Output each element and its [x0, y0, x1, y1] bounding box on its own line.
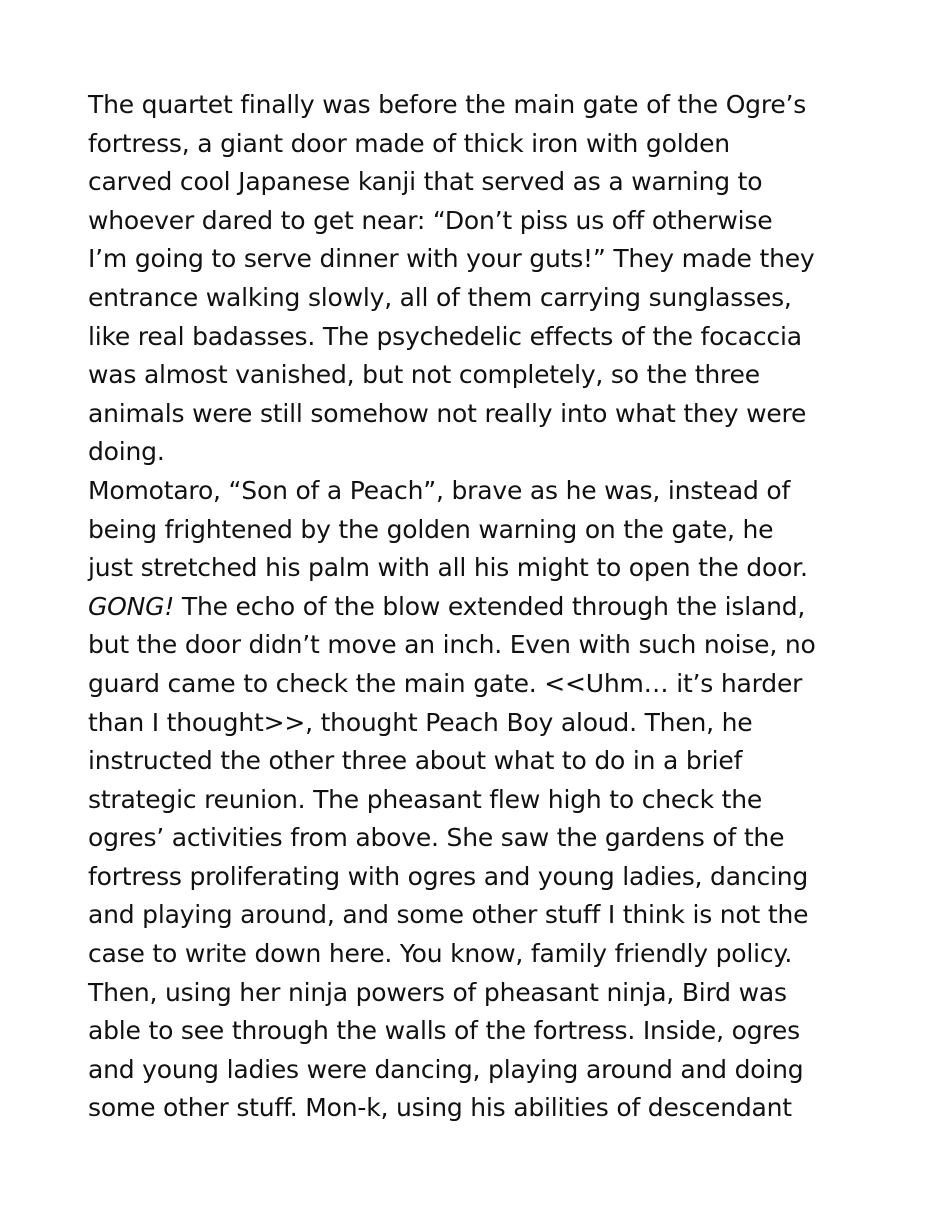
- text-line-19: strategic reunion. The pheasant flew high to check the: [88, 784, 763, 814]
- text-line-12: being frightened by the golden warning on the gate, he: [88, 514, 774, 544]
- text-line-9: animals were still somehow not really into what they were: [88, 398, 807, 428]
- story-text: [88, 86, 888, 1128]
- text-line-14: [88, 588, 888, 627]
- text-line-13: just stretched his palm with all his might to open the door.: [88, 553, 808, 583]
- text-line-18: instructed the other three about what to do in a brief: [88, 746, 743, 776]
- text-line-25: able to see through the walls of the fortress. Inside, ogres: [88, 1016, 800, 1046]
- text-line-15: but the door didn’t move an inch. Even with such noise, no: [88, 630, 816, 660]
- text-line-7: like real badasses. The psychedelic effects of the focaccia: [88, 321, 802, 351]
- text-line-17: than I thought>>, thought Peach Boy aloud. Then, he: [88, 707, 753, 737]
- text-line-6: entrance walking slowly, all of them carrying sunglasses,: [88, 282, 792, 312]
- text-line-8: was almost vanished, but not completely, so the three: [88, 360, 760, 390]
- text-line-16: guard came to check the main gate. <<Uhm… it’s harder: [88, 668, 803, 698]
- text-line-2: fortress, a giant door made of thick iron with golden: [88, 128, 730, 158]
- text-line-23: case to write down here. You know, family friendly policy.: [88, 939, 793, 969]
- text-line-4: whoever dared to get near: “Don’t piss us off otherwise: [88, 205, 773, 235]
- text-line-10: doing.: [88, 437, 165, 467]
- text-line-14-rest: The echo of the blow extended through the island,: [181, 591, 806, 621]
- text-line-21: fortress proliferating with ogres and young ladies, dancing: [88, 861, 809, 891]
- text-line-11: Momotaro, “Son of a Peach”, brave as he was, instead of: [88, 475, 791, 505]
- gong-word: GONG!: [88, 591, 175, 621]
- text-line-26: and young ladies were dancing, playing around and doing: [88, 1054, 804, 1084]
- text-line-24: Then, using her ninja powers of pheasant ninja, Bird was: [88, 977, 787, 1007]
- text-line-5: I’m going to serve dinner with your guts!” They made they: [88, 244, 815, 274]
- text-line-27: some other stuff. Mon-k, using his abilities of descendant: [88, 1093, 792, 1123]
- text-line-3: carved cool Japanese kanji that served as a warning to: [88, 167, 763, 197]
- text-line-1: The quartet finally was before the main gate of the Ogre’s: [88, 90, 807, 119]
- text-line-22: and playing around, and some other stuff I think is not the: [88, 900, 809, 930]
- text-line-20: ogres’ activities from above. She saw the gardens of the: [88, 823, 785, 853]
